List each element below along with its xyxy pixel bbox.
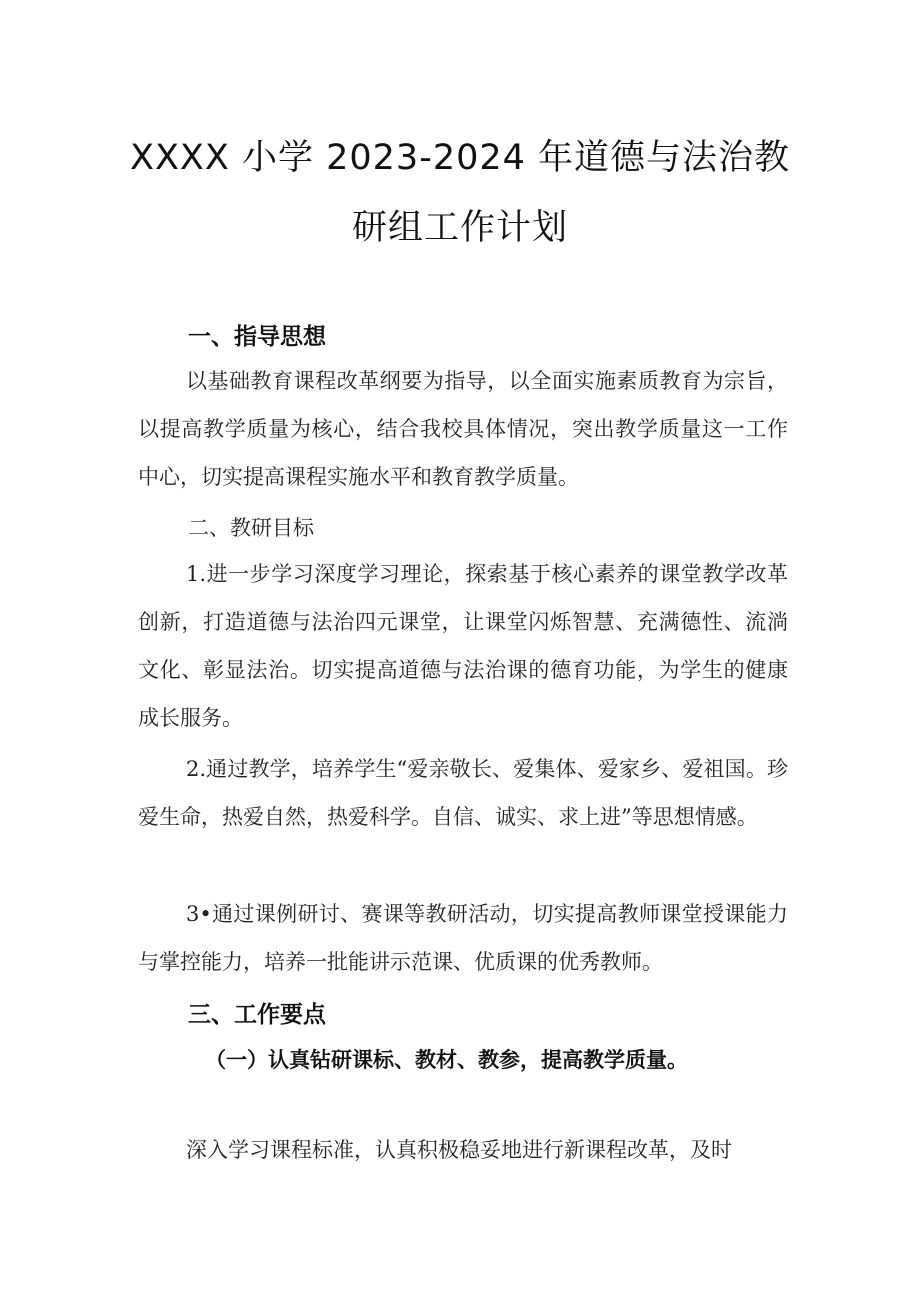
section-2-item-3: 3•通过课例研讨、赛课等教研活动，切实提高教师课堂授课能力与掌控能力，培养一批能讲示范课、优质课的优秀教师。 (138, 902, 788, 974)
document-title-line-2: 研组工作计划 (351, 208, 568, 248)
section-3-subheading: （一）认真钻研课标、教材、教参，提高教学质量。 (205, 1047, 688, 1072)
section-1-paragraph: 以基础教育课程改革纲要为指导，以全面实施素质教育为宗旨，以提高教学质量为核心，结合我校具体情况，突出教学质量这一工作中心，切实提高课程实施水平和教育教学质量。 (138, 369, 788, 489)
section-1-heading: 一、指导思想 (188, 324, 326, 350)
section-3-paragraph: 深入学习课程标准，认真积极稳妥地进行新课程改革，及时 (186, 1138, 732, 1162)
section-2-item-1: 1.进一步学习深度学习理论，探索基于核心素养的课堂教学改革创新，打造道德与法治四元课堂，让课堂闪烁智慧、充满德性、流淌文化、彰显法治。切实提高道德与法治课的德育功能，为学生的健康成长服务。 (138, 562, 788, 730)
document-title-line-1: XXXX 小学 2023-2024 年道德与法治教 (129, 138, 791, 178)
section-3-heading: 三、工作要点 (188, 1002, 326, 1028)
section-2-item-2: 2.通过教学，培养学生“爱亲敬长、爱集体、爱家乡、爱祖国。珍爱生命，热爱自然，热爱科学。自信、诚实、求上进”等思想情感。 (138, 757, 788, 829)
section-2-heading: 二、教研目标 (188, 516, 314, 540)
